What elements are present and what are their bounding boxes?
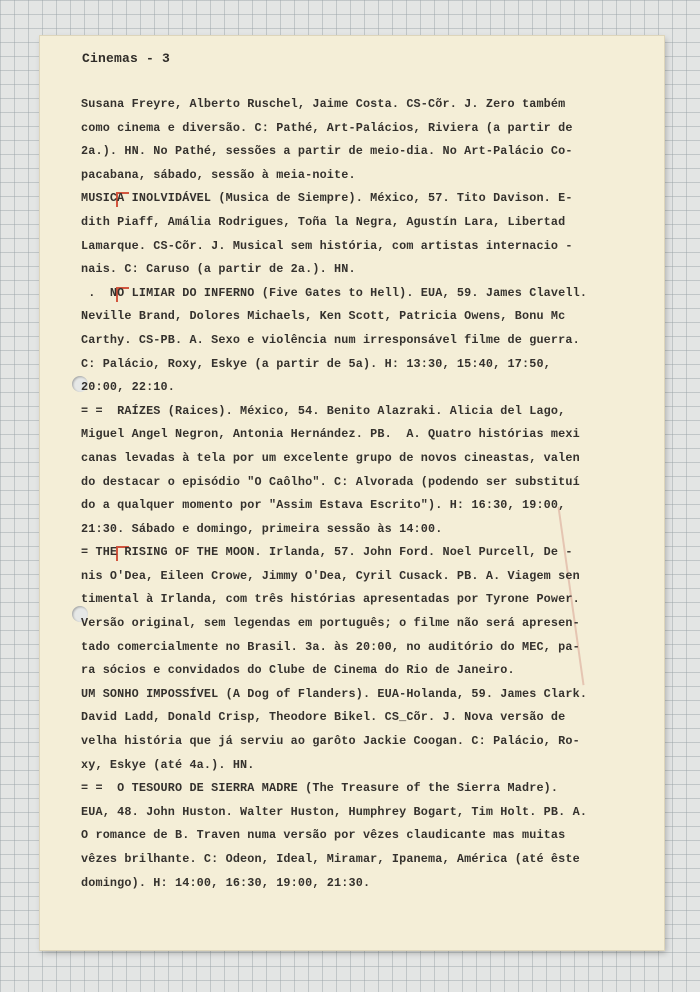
text-line: Lamarque. CS-Cõr. J. Musical sem história, com artistas internacio - [81,238,573,253]
text-line: nis O'Dea, Eileen Crowe, Jimmy O'Dea, Cyril Cusack. PB. A. Viagem sen [81,568,580,583]
text-line: velha história que já serviu ao garôto Jackie Coogan. C: Palácio, Ro- [81,734,580,749]
text-line: David Ladd, Donald Crisp, Theodore Bikel. CS_Cõr. J. Nova versão de [81,710,566,725]
text-line: . NO LIMIAR DO INFERNO (Five Gates to Hell). EUA, 59. James Clavell. [81,285,588,300]
text-line: canas levadas à tela por um excelente grupo de novos cineastas, valen [81,450,580,465]
text-line: Susana Freyre, Alberto Ruschel, Jaime Costa. CS-Cõr. J. Zero também [81,97,566,111]
text-line: Neville Brand, Dolores Michaels, Ken Scott, Patricia Owens, Bonu Mc [81,309,566,324]
document-body [81,93,641,895]
text-line: xy, Eskye (até 4a.). HN. [81,757,255,772]
text-line: dith Piaff, Amália Rodrigues, Toña la Negra, Agustín Lara, Libertad [81,214,566,229]
text-line: nais. C: Caruso (a partir de 2a.). HN. [81,262,356,277]
text-line: 2a.). HN. No Pathé, sessões a partir de meio-dia. No Art-Palácio Co- [81,144,573,159]
text-line: MUSICA INOLVIDÁVEL (Musica de Siempre). México, 57. Tito Davison. E- [81,191,573,206]
page-header: Cinemas - 3 [82,51,171,66]
text-line: timental à Irlanda, com três histórias apresentadas por Tyrone Power. [81,592,580,607]
text-line: vêzes brilhante. C: Odeon, Ideal, Miramar, Ipanema, América (até êste [81,852,580,866]
text-line: como cinema e diversão. C: Pathé, Art-Palácios, Riviera (a partir de [81,120,573,135]
text-line: Carthy. CS-PB. A. Sexo e violência num irresponsável filme de guerra. [81,332,580,347]
text-line: = THE RISING OF THE MOON. Irlanda, 57. John Ford. Noel Purcell, De - [81,545,573,560]
text-line: = = RAÍZES (Raices). México, 54. Benito Alazraki. Alicia del Lago, [81,403,566,418]
text-line: do a qualquer momento por "Assim Estava Escrito"). H: 16:30, 19:00, [81,498,566,513]
text-line: tado comercialmente no Brasil. 3a. às 20:00, no auditório do MEC, pa- [81,639,580,654]
text-line: ra sócios e convidados do Clube de Cinema do Rio de Janeiro. [81,663,515,678]
text-line: EUA, 48. John Huston. Walter Huston, Humphrey Bogart, Tim Holt. PB. A. [81,804,588,819]
text-line: = = O TESOURO DE SIERRA MADRE (The Treasure of the Sierra Madre). [81,781,559,796]
text-line: 21:30. Sábado e domingo, primeira sessão às 14:00. [81,521,443,536]
text-line: do destacar o episódio "O Caôlho". C: Alvorada (podendo ser substituí [81,474,580,489]
text-line: pacabana, sábado, sessão à meia-noite. [81,167,356,182]
text-line: domingo). H: 14:00, 16:30, 19:00, 21:30. [81,875,371,890]
text-line: Versão original, sem legendas em português; o filme não será apresen- [81,616,580,631]
text-line: UM SONHO IMPOSSÍVEL (A Dog of Flanders). EUA-Holanda, 59. James Clark. [81,686,588,701]
text-line: 20:00, 22:10. [81,380,175,395]
text-line: C: Palácio, Roxy, Eskye (a partir de 5a). H: 13:30, 15:40, 17:50, [81,356,551,371]
text-line: Miguel Angel Negron, Antonia Hernández. PB. A. Quatro histórias mexi [81,427,580,442]
text-line: O romance de B. Traven numa versão por vêzes claudicante mas muitas [81,828,566,843]
